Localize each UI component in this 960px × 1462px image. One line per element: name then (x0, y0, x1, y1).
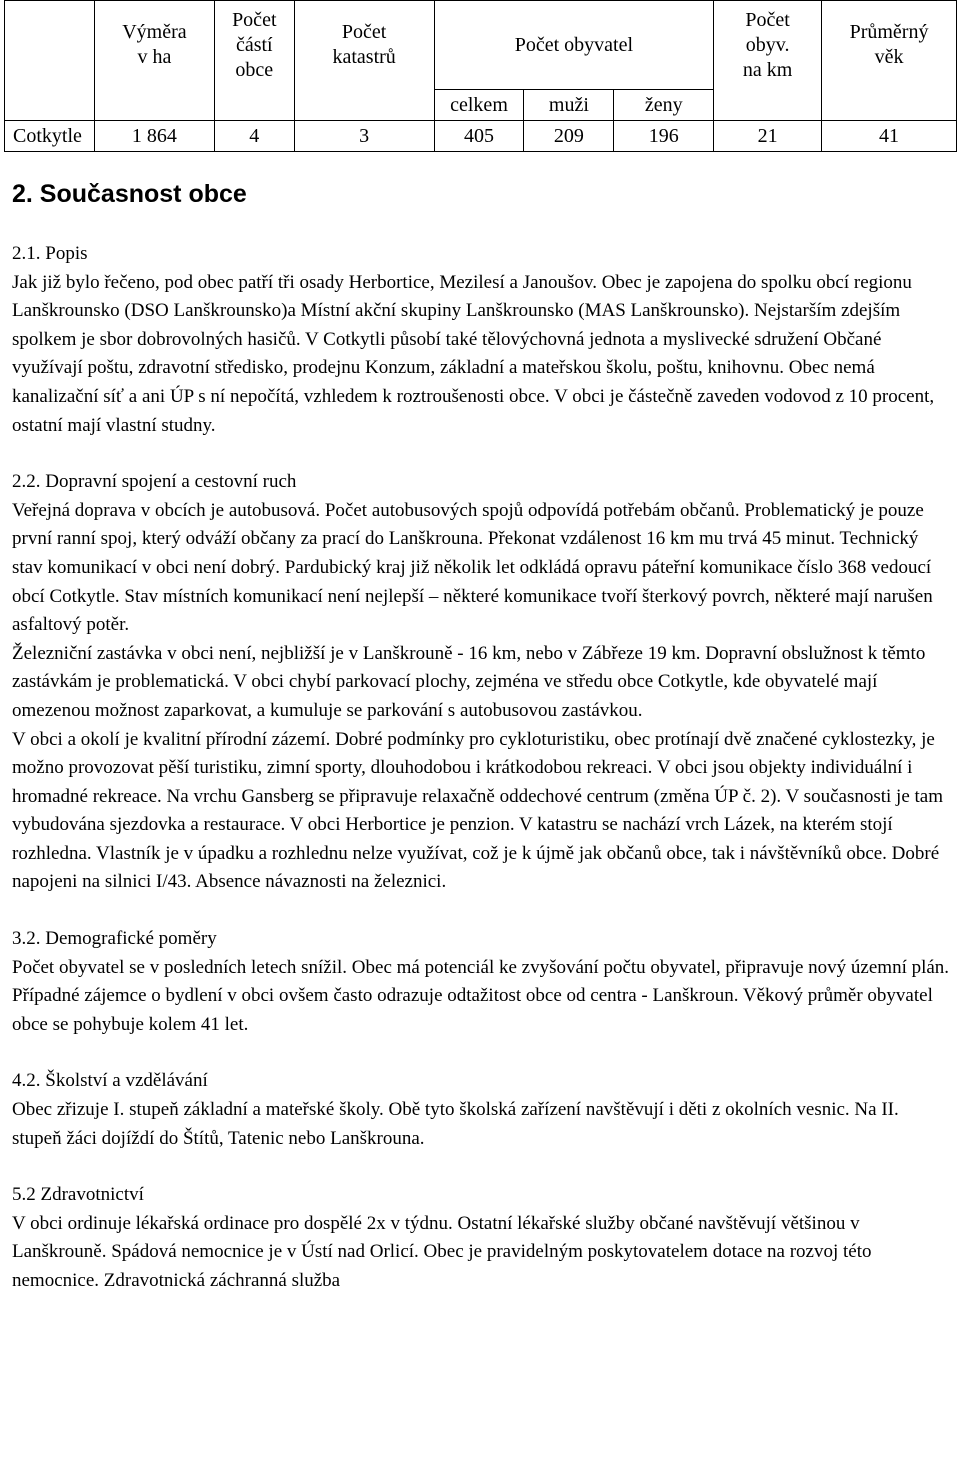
paragraph: V obci ordinuje lékařská ordinace pro dospělé 2x v týdnu. Ostatní lékařské služby občané navštěvují většinou v Lanškrouně. Spádová nemocnice je v Ústí nad Orlicí. Obec je pravidelným poskytovatelem dotace na rozvoj této nemocnice. Zdravotnická záchranná služba (12, 1212, 872, 1291)
header-vymera: Výměra v ha (94, 1, 214, 90)
cell-muzi: 209 (524, 121, 614, 152)
header-obyvatel: Počet obyvatel (434, 1, 714, 90)
paragraph: Železniční zastávka v obci není, nejbližší je v Lanškrouně - 16 km, nebo v Zábřeze 19 km. Dopravní obslužnost k těmto zastávkám je problematická. V obci chybí parkovací plochy, zejména ve středu obce Cotkytle, kde obyvatelé mají omezenou možnost zaparkovat, a kumuluje se parkování s autobusovou zastávkou. (12, 642, 926, 721)
header-katastru: Počet katastrů (294, 1, 434, 90)
cell-zeny: 196 (614, 121, 714, 152)
header-muzi: muži (524, 90, 614, 121)
section-title: 2. Současnost obce (12, 180, 247, 208)
population-table (4, 0, 957, 152)
cell-vymera: 1 864 (94, 121, 214, 152)
cell-obec: Cotkytle (5, 121, 95, 152)
header-hustota: Počet obyv. na km (714, 1, 822, 90)
cell-vek: 41 (822, 121, 957, 152)
section-heading: 3.2. Demografické poměry (12, 928, 217, 950)
table-row (5, 121, 957, 152)
paragraph: Veřejná doprava v obcích je autobusová. Počet autobusových spojů odpovídá potřebám občanů. Problematický je pouze první ranní spoj, který odváží občany za prací do Lanškrouna. Překonat vzdálenost 16 km mu trvá 45 minut. Technický stav komunikací v obci není dobrý. Pardubický kraj již několik let odkládá opravu páteřní komunikace číslo 368 vedoucí obcí Cotkytle. Stav místních komunikací není nejlepší – některé komunikace tvoří šterkový povrch, některé mají narušen asfaltový potěr. (12, 499, 933, 636)
header-celkem: celkem (434, 90, 524, 121)
header-vek: Průměrný věk (822, 1, 957, 90)
paragraph: Jak již bylo řečeno, pod obec patří tři osady Herbortice, Mezilesí a Janoušov. Obec je zapojena do spolku obcí regionu Lanškrounsko (DSO Lanškrounsko)a Místní akční skupiny Lanškrounsko (MAS Lanškrounsko). Nejstarším zdejším spolkem je sbor dobrovolných hasičů. V Cotkytli působí také tělovýchovná jednota a myslivecké sdružení Občané využívají poštu, zdravotní středisko, prodejnu Konzum, základní a mateřskou školu, poštu, knihovnu. Obec nemá kanalizační síť a ani ÚP s ní nepočítá, vzhledem k roztroušenosti obce. V obci je částečně zaveden vodovod z 10 procent, ostatní mají vlastní studny. (12, 271, 935, 436)
paragraph: V obci a okolí je kvalitní přírodní zázemí. Dobré podmínky pro cykloturistiku, obec protínají dvě značené cyklostezky, je možno provozovat pěší turistiku, zimní sporty, dlouhodobou i krátkodobou rekreaci. V obci jsou objekty individuální i hromadné rekreace. Na vrchu Gansberg se připravuje relaxačně oddechové centrum (změna ÚP č. 2). V současnosti je tam vybudována sjezdovka a restaurace. V obci Herbortice je penzion. V katastru se nachází vrch Lázek, na kterém stojí rozhledna. Vlastník je v úpadku a rozhlednu nelze využívat, což je k újmě jak občanů obce, tak i návštěvníků obce. Dobré napojeni na silnici I/43. Absence návaznosti na železnici. (12, 728, 943, 893)
paragraph: Počet obyvatel se v posledních letech snížil. Obec má potenciál ke zvyšování počtu obyvatel, připravuje nový územní plán. Případné zájemce o bydlení v obci ovšem často odrazuje odtažitost obce od centra - Lanškroun. Věkový průměr obyvatel obce se pohybuje kolem 41 let. (12, 956, 950, 1035)
section-heading: 2.2. Dopravní spojení a cestovní ruch (12, 471, 297, 493)
cell-hustota: 21 (714, 121, 822, 152)
cell-casti: 4 (214, 121, 294, 152)
paragraph: Obec zřizuje I. stupeň základní a mateřské školy. Obě tyto školská zařízení navštěvují i děti z okolních vesnic. Na II. stupeň žáci dojíždí do Štítů, Tatenic nebo Lanškrouna. (12, 1099, 899, 1149)
table-corner-cell (5, 1, 95, 90)
cell-katastru: 3 (294, 121, 434, 152)
cell-celkem: 405 (434, 121, 524, 152)
section-heading: 5.2 Zdravotnictví (12, 1184, 144, 1206)
header-casti: Počet částí obce (214, 1, 294, 90)
section-heading: 4.2. Školství a vzdělávání (12, 1070, 208, 1092)
header-zeny: ženy (614, 90, 714, 121)
section-popis (12, 240, 952, 1296)
section-heading: 2.1. Popis (12, 243, 88, 264)
